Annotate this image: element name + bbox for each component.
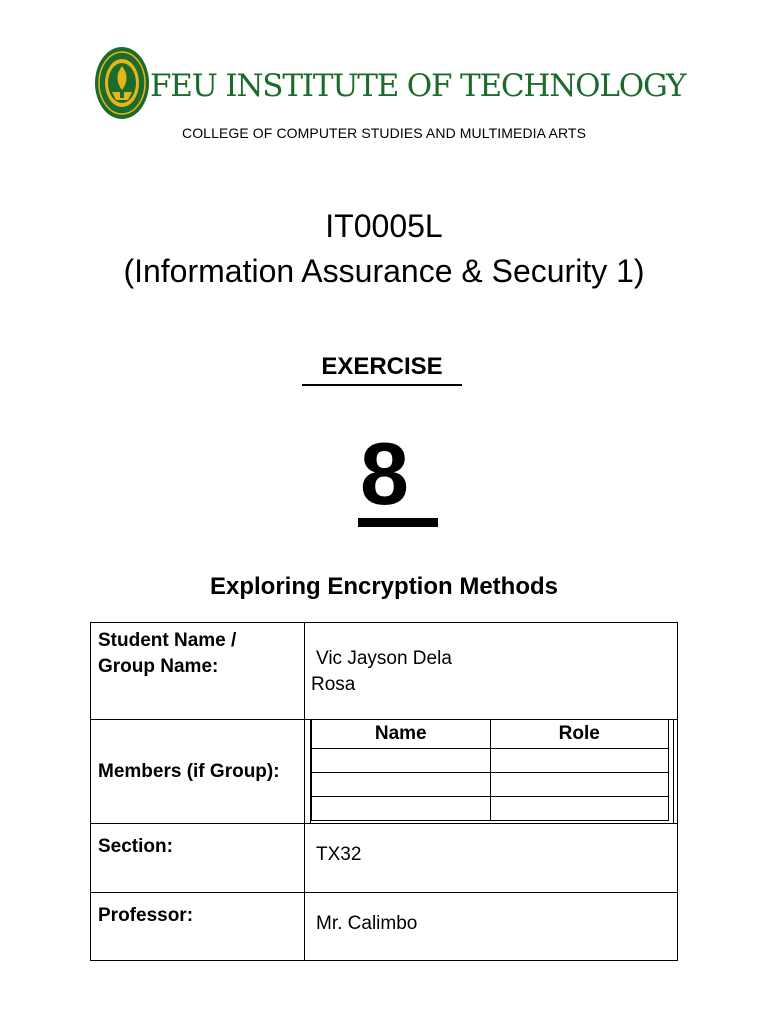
members-label: Members (if Group): [91, 720, 305, 824]
member-role-cell[interactable] [490, 773, 669, 797]
course-title: (Information Assurance & Security 1) [123, 253, 645, 289]
student-name-field[interactable] [305, 623, 678, 720]
student-value-line1: Vic Jayson Dela [316, 648, 452, 669]
student-label-line2: Group Name: [98, 656, 219, 677]
student-value-line2: Rosa [311, 674, 356, 695]
member-name-cell[interactable] [312, 773, 491, 797]
members-table-row [312, 749, 669, 773]
member-role-cell[interactable] [490, 749, 669, 773]
section-label: Section: [91, 824, 305, 893]
exercise-number: 8 [358, 430, 438, 527]
members-table [311, 720, 669, 821]
professor-label: Professor: [91, 893, 305, 961]
members-table-row [312, 797, 669, 821]
section-field[interactable]: TX32 [305, 824, 678, 893]
feu-seal-logo [94, 46, 150, 120]
student-info-table [90, 622, 678, 961]
exercise-topic: Exploring Encryption Methods [209, 573, 558, 600]
professor-row [91, 893, 678, 961]
college-name: COLLEGE OF COMPUTER STUDIES AND MULTIMEDIA ARTS [181, 125, 587, 141]
student-name-label [91, 623, 305, 720]
document-header [94, 46, 686, 121]
members-table-row [312, 773, 669, 797]
student-label-line1: Student Name / [98, 630, 237, 651]
members-field [305, 720, 678, 824]
members-col-name: Name [312, 720, 491, 749]
exercise-label: EXERCISE [302, 352, 462, 386]
member-name-cell[interactable] [312, 749, 491, 773]
student-name-row [91, 623, 678, 720]
members-row [91, 720, 678, 824]
course-code: IT0005L [325, 208, 443, 244]
professor-field[interactable]: Mr. Calimbo [305, 893, 678, 961]
institution-name: FEU INSTITUTE OF TECHNOLOGY [150, 68, 686, 104]
section-row [91, 824, 678, 893]
members-col-role: Role [490, 720, 669, 749]
member-name-cell[interactable] [312, 797, 491, 821]
member-role-cell[interactable] [490, 797, 669, 821]
